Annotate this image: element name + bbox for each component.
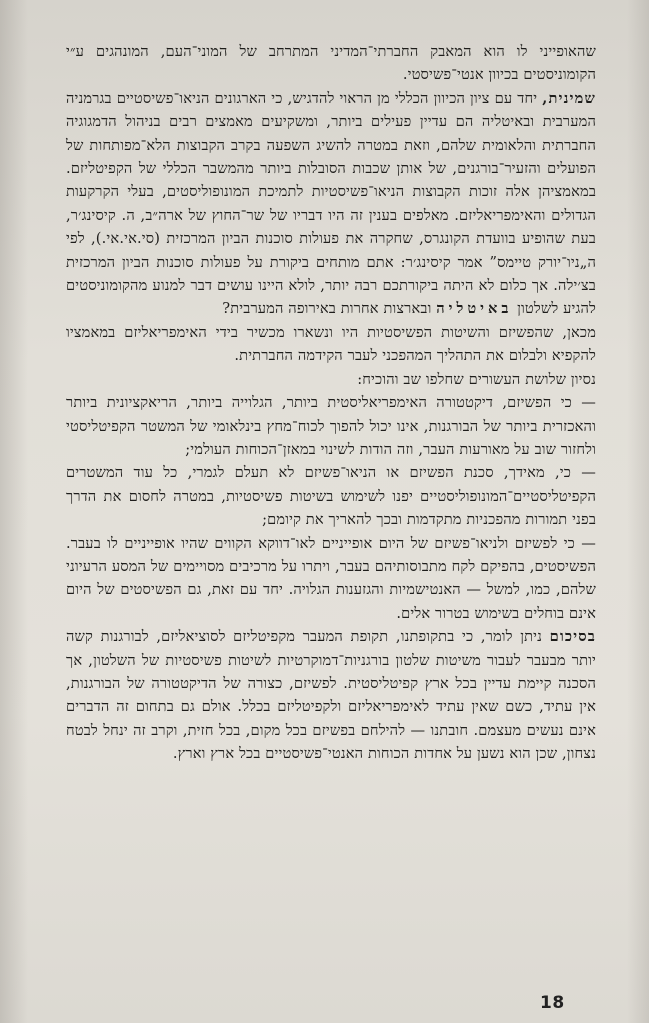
paragraph-text: — כי, מאידך, סכנת הפשיזם או הניאו־פשיזם לא תעלם לגמרי, כל עוד המשטרים הקפיטליסטיים־המונופוליסטיים יפנו לשימוש בשיטות פשיסטיות, במטרה לחסום את הדרך בפני תמורות מהפכניות מתקדמות ובכך להאריך את קיומם;	[66, 464, 596, 529]
paragraph-text-tail: ובארצות אחרות באירופה המערבית?	[222, 300, 432, 318]
paragraph-1	[66, 40, 596, 87]
page-number: 18	[540, 993, 565, 1013]
paragraph-text: ניתן לומר, כי בתקופתנו, תקופת המעבר מקפיטליזם לסוציאליזם, לבורגנות קשה יותר מבעבר לעבור משיטות שלטון בורגניות־דמוקרטיות לשיטות פשיסטיות של השלטון, אך הסכנה קיימת עדיין בכל ארץ קפיטליסטית. לפשיזם, כצורה של הדיקטטורה של הבורגנות, אין עתיד, כשם שאין עתיד לאימפריאליזם ולקפיטליזם בכלל. אולם גם בתחום זה הדברים אינם נעשים מעצמם. חובתנו — להילחם בפשיזם בכל מקום, בכל חזית, וקרב זה ינחל לבטח נצחון, שכן הוא נשען על אחדות הכוחות האנטי־פשיסטיים בכל ארץ וארץ.	[66, 628, 596, 763]
paragraph-4	[66, 368, 596, 391]
paragraph-6	[66, 461, 596, 531]
paragraph-text: — כי הפשיזם, דיקטטורה האימפריאליסטית ביותר, הגלוייה ביותר, הריאקציונית ביותר והאכזרית ביותר של הבורגנות, אינו יכול להפוך לכוח־מחץ בינלאומי של המשטר הקפיטליסטי ולחזור שוב על מאורעות העבר, וזה הודות לשינוי במאזן־הכוחות העולמי;	[66, 394, 596, 458]
paragraph-text: שהאופייני לו הוא המאבק החברתי־המדיני המתרחב של המוני־העם, המונהגים ע״י הקומוניסטים בכיוון אנטי־פשיסטי.	[66, 43, 596, 84]
paragraph-lead-word: בסיכום	[549, 628, 596, 646]
paragraph-text: נסיון שלושת העשורים שחלפו שב והוכיח:	[357, 370, 596, 388]
body-text	[66, 40, 596, 766]
paragraph-text: יחד עם ציון הכיוון הכללי מן הראוי להדגיש, כי הארגונים הניאו־פשיסטיים בגרמניה המערבית ובאיטליה הם עדיין פעילים ביותר, ומשקיעים מאמצים רבים בניהול הדמגוגיה החברתית והלאומית שלהם, וזאת במטרה להשיג השפעה בקרב הקבוצות הלא־מפותחות של הפועלים והזעיר־בורגנים, של אותן שכבות הסובלות ביותר מהמשבר הכללי של הקפיטליזם. במאמציהן אלה זוכות הקבוצות הניאו־פשיסטיות לתמיכת המונופוליסטים, בעלי הקרקעות הגדולים והאימפריאליזם. מאלפים בענין זה היו דבריו של שר־החוץ של ארה״ב, ה. קיסינג׳ר, בעת שהופיע בוועדת הקונגרס, שחקרה את פעולות סוכנות הביון המרכזית (סי.אי.אי.), לפי ה„ניו־יורק טיימס” אמר קיסינג׳ר: אתם מותחים ביקורת על פעולות סוכנות הביון המרכזית בצ׳ילה. אך כלום לא היתה ביקורתכם רבה יותר, לולא היינו עושים דבר למנוע מהקומוניסטים להגיע לשלטון	[66, 89, 596, 318]
paragraph-5	[66, 391, 596, 461]
paragraph-8	[66, 625, 596, 765]
paragraph-3	[66, 321, 596, 368]
paragraph-lead-word: שמינית,	[542, 89, 596, 107]
paragraph-2	[66, 87, 596, 321]
emphasized-word: באיטליה	[436, 300, 513, 318]
paragraph-text: מכאן, שהפשיזם והשיטות הפשיסטיות היו ונשארו מכשיר בידי האימפריאליזם במאמציו להקפיא ולבלום את התהליך המהפכני לעבר הקידמה החברתית.	[66, 323, 596, 365]
paragraph-text: — כי לפשיזם ולניאו־פשיזם של היום אופייניים לאו־דווקא הקווים שהיו אופייניים לו בעבר. הפשיסטים, בהפיקם לקח מתבוסותיהם בעבר, ויתרו על מרכיבים מסויימים של המסע הרעיוני שלהם, כמו, למשל — האנטישמיות והגזענות הגלויה. יחד עם זאת, גם הפשיסטים של היום אינם בוחלים בשימוש בטרור אלים.	[66, 534, 596, 622]
page-edge-shadow	[627, 0, 649, 1023]
page-gutter-shadow	[0, 0, 28, 1023]
paragraph-7	[66, 532, 596, 626]
